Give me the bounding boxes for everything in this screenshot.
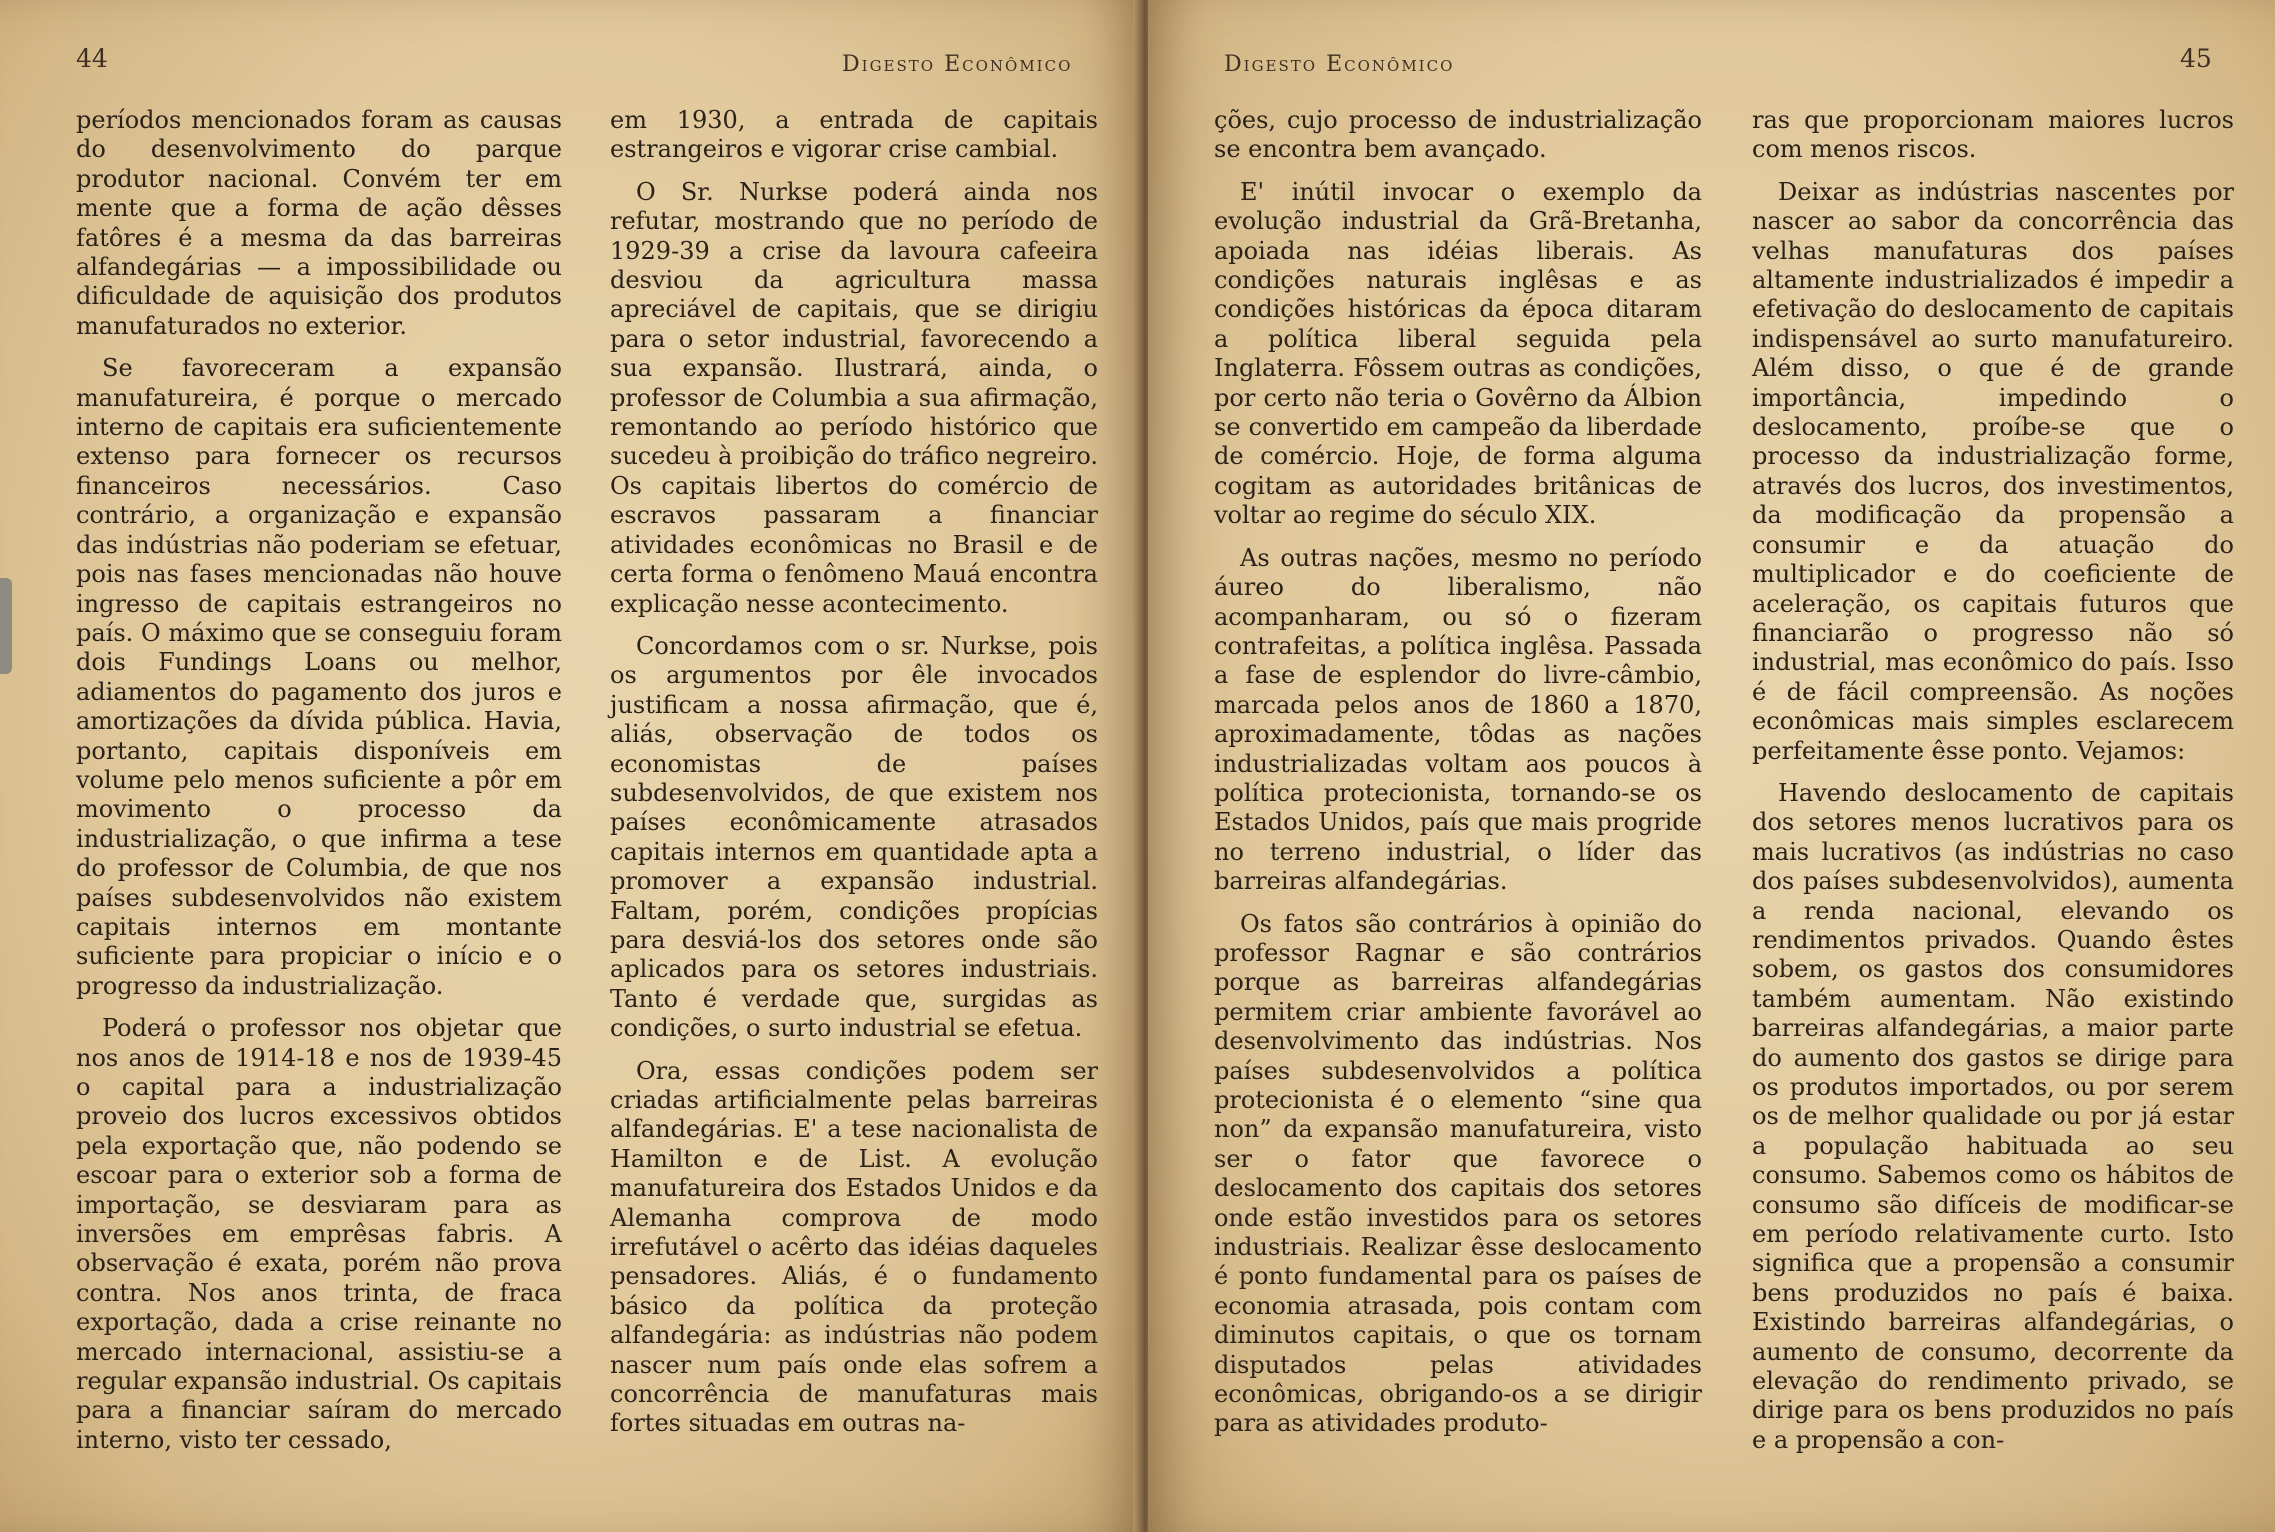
paragraph: Os fatos são contrários à opinião do professor Ragnar e são contrários porque as barreiras alfandegárias permitem criar ambiente favorável ao desenvolvimento das indústrias. Nos países subdesenvolvidos a política protecionista é o elemento “sine qua non” da expansão manufatureira, visto ser o fator que favorece o deslocamento dos capitais dos setores onde estão investidos para os setores industriais. Realizar êsse deslocamento é ponto fundamental para os países de economia atrasada, pois contam com diminutos capitais, o que os tornam disputados pelas atividades econômicas, obrigando-os a se dirigir para as atividades produto- xyxy=(1214,909,1702,1438)
paragraph: Poderá o professor nos objetar que nos anos de 1914-18 e nos de 1939-45 o capital para a industrialização proveio dos lucros excessivos obtidos pela exportação que, não podendo se escoar para o exterior sob a forma de importação, se desviaram para as inversões em emprêsas fabris. A observação é exata, porém não prova contra. Nos anos trinta, de fraca exportação, dada a crise reinante no mercado internacional, assistiu-se a regular expansão industrial. Os capitais para a financiar saíram do mercado interno, visto ter cessado, xyxy=(76,1014,562,1454)
paragraph: O Sr. Nurkse poderá ainda nos refutar, mostrando que no período de 1929-39 a crise da lavoura cafeeira desviou da agricultura massa apreciável de capitais, que se dirigiu para o setor industrial, favorecendo a sua expansão. Ilustrará, ainda, o professor de Columbia a sua afirmação, remontando ao período histórico que sucedeu à proibição do tráfico negreiro. Os capitais libertos do comércio de escravos passaram a financiar atividades econômicas no Brasil e de certa forma o fenômeno Mauá encontra explicação nesse acontecimento. xyxy=(610,177,1098,618)
left-running-head: Digesto Econômico xyxy=(842,52,1073,77)
paragraph: períodos mencionados foram as causas do desenvolvimento do parque produtor nacional. Convém ter em mente que a forma de ação dêsses fatôres é a mesma da das barreiras alfandegárias — a impossibilidade ou dificuldade de aquisição dos produtos manufaturados no exterior. xyxy=(76,106,562,340)
paragraph: As outras nações, mesmo no período áureo do liberalismo, não acompanharam, ou só o fizeram contrafeitas, a política inglêsa. Passada a fase de esplendor do livre-câmbio, marcada pelos anos de 1860 a 1870, aproximadamente, tôdas as nações industrializadas voltam aos poucos à política protecionista, tornando-se os Estados Unidos, país que mais progride no terreno industrial, o líder das barreiras alfandegárias. xyxy=(1214,543,1702,896)
page-tab-marker xyxy=(0,578,12,674)
paragraph: Se favoreceram a expansão manufatureira, é porque o mercado interno de capitais era suficientemente extenso para fornecer os recursos financeiros necessários. Caso contrário, a organização e expansão das indústrias não poderiam se efetuar, pois nas fases mencionadas não houve ingresso de capitais estrangeiros no país. O máximo que se conseguiu foram dois Fundings Loans ou melhor, adiamentos do pagamento dos juros e amortizações da dívida pública. Havia, portanto, capitais disponíveis em volume pelo menos suficiente a pôr em movimento o processo da industrialização, o que infirma a tese do professor de Columbia, de que nos países subdesenvolvidos não existem capitais internos em montante suficiente para propiciar o início e o progresso da industrialização. xyxy=(76,354,562,1000)
text-column-3 xyxy=(1214,106,1702,1452)
paragraph: Deixar as indústrias nascentes por nascer ao sabor da concorrência das velhas manufaturas dos países altamente industrializados é impedir a efetivação do deslocamento de capitais indispensável ao surto manufatureiro. Além disso, o que é de grande importância, impedindo o deslocamento, proíbe-se que o processo da industrialização forme, através dos lucros, dos investimentos, da modificação da propensão a consumir e da atuação do multiplicador e do coeficiente de aceleração, os capitais futuros que financiarão o progresso não só industrial, mas econômico do país. Isso é de fácil compreensão. As noções econômicas mais simples esclarecem perfeitamente êsse ponto. Vejamos: xyxy=(1752,177,2234,765)
right-running-head: Digesto Econômico xyxy=(1224,52,1455,77)
paragraph: ras que proporcionam maiores lucros com menos riscos. xyxy=(1752,106,2234,164)
right-page xyxy=(1148,0,2275,1532)
text-column-1 xyxy=(76,106,562,1468)
paragraph: Ora, essas condições podem ser criadas artificialmente pelas barreiras alfandegárias. E' a tese nacionalista de Hamilton e de List. A evolução manufatureira dos Estados Unidos e da Alemanha comprova de modo irrefutável o acêrto das idéias daqueles pensadores. Aliás, é o fundamento básico da política da proteção alfandegária: as indústrias não podem nascer num país onde elas sofrem a concorrência de manufaturas mais fortes situadas em outras na- xyxy=(610,1056,1098,1438)
text-column-4 xyxy=(1752,106,2234,1468)
text-column-2 xyxy=(610,106,1098,1452)
paragraph: Concordamos com o sr. Nurkse, pois os argumentos por êle invocados justificam a nossa afirmação, que é, aliás, observação de todos os economistas de países subdesenvolvidos, de que existem nos países econômicamente atrasados capitais internos em quantidade apta a promover a expansão industrial. Faltam, porém, condições propícias para desviá-los dos setores onde são aplicados para os setores industriais. Tanto é verdade que, surgidas as condições, o surto industrial se efetua. xyxy=(610,631,1098,1043)
right-page-number: 45 xyxy=(2180,44,2212,73)
paragraph: E' inútil invocar o exemplo da evolução industrial da Grã-Bretanha, apoiada nas idéias liberais. As condições naturais inglêsas e as condições históricas da época ditaram a política liberal seguida pela Inglaterra. Fôssem outras as condições, por certo não teria o Govêrno da Álbion se convertido em campeão da liberdade de comércio. Hoje, de forma alguma cogitam as autoridades britânicas de voltar ao regime do século XIX. xyxy=(1214,177,1702,530)
paragraph: em 1930, a entrada de capitais estrangeiros e vigorar crise cambial. xyxy=(610,106,1098,164)
paragraph: Havendo deslocamento de capitais dos setores menos lucrativos para os mais lucrativos (as indústrias no caso dos países subdesenvolvidos), aumenta a renda nacional, elevando os rendimentos privados. Quando êstes sobem, os gastos dos consumidores também aumentam. Não existindo barreiras alfandegárias, a maior parte do aumento dos gastos se dirige para os produtos importados, ou por serem os de melhor qualidade ou por já estar a população habituada ao seu consumo. Sabemos como os hábitos de consumo são difíceis de modificar-se em período relativamente curto. Isto significa que a propensão a consumir bens produzidos no país é baixa. Existindo barreiras alfandegárias, o aumento de consumo, decorrente da elevação do rendimento privado, se dirige para os bens produzidos no país e a propensão a con- xyxy=(1752,778,2234,1454)
left-page-number: 44 xyxy=(76,44,108,73)
paragraph: ções, cujo processo de industrialização se encontra bem avançado. xyxy=(1214,106,1702,164)
